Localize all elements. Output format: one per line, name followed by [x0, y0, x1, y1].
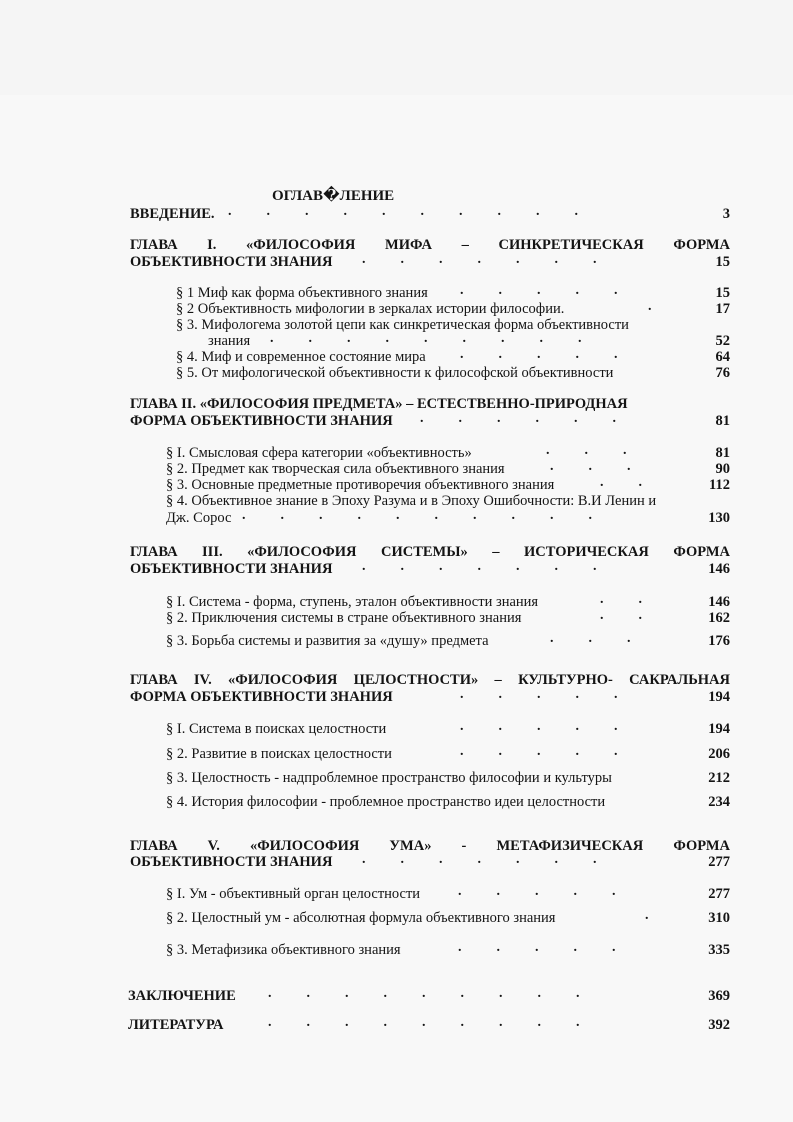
page-number: 194 [708, 689, 730, 705]
page-number: 81 [715, 413, 730, 429]
chapter-3-heading-cont[interactable]: ОБЪЕКТИВНОСТИ ЗНАНИЯ [130, 561, 333, 577]
section-1-3[interactable]: § 3. Мифологема золотой цепи как синкретическая форма объективности [176, 317, 629, 333]
section-1-3-cont[interactable]: знания [208, 333, 251, 349]
section-5-1[interactable]: § I. Ум - объективный орган целостности [166, 886, 421, 902]
dot-leader: . . . . . [460, 347, 618, 362]
dot-leader: . . . . . . . [362, 559, 597, 574]
section-2-3[interactable]: § 3. Основные предметные противоречия объективного знания [166, 477, 555, 493]
dot-leader: . . . . . [458, 940, 616, 955]
page-number: 81 [715, 445, 730, 461]
page-number: 15 [715, 285, 730, 301]
page-number: 112 [709, 477, 730, 493]
dot-leader: . . . . . [458, 884, 616, 899]
dot-leader: . . . . . . . . . [270, 331, 582, 346]
page-number: 162 [708, 610, 730, 626]
toc-title: ОГЛАВ�ЛЕНИЕ [272, 188, 395, 204]
section-1-2[interactable]: § 2 Объективность мифологии в зеркалах истории философии. [176, 301, 565, 317]
section-1-4[interactable]: § 4. Миф и современное состояние мира [176, 349, 426, 365]
section-2-2[interactable]: § 2. Предмет как творческая сила объективного знания [166, 461, 505, 477]
chapter-1-heading-cont[interactable]: ОБЪЕКТИВНОСТИ ЗНАНИЯ [130, 254, 333, 270]
section-2-4[interactable]: § 4. Объективное знание в Эпоху Разума и в Эпоху Ошибочности: В.И Ленин и [166, 493, 657, 509]
chapter-5-heading-cont[interactable]: ОБЪЕКТИВНОСТИ ЗНАНИЯ [130, 854, 333, 870]
page-number: 212 [708, 770, 730, 786]
dot-leader: . . [600, 608, 642, 623]
toc-entry-conclusion[interactable]: ЗАКЛЮЧЕНИЕ [128, 988, 236, 1004]
page-number: 3 [722, 206, 730, 222]
section-5-2[interactable]: § 2. Целостный ум - абсолютная формула объективного знания [166, 910, 556, 926]
section-4-4[interactable]: § 4. История философии - проблемное пространство идеи целостности [166, 794, 606, 810]
section-3-2[interactable]: § 2. Приключения системы в стране объективного знания [166, 610, 522, 626]
dot-leader: . [645, 908, 649, 923]
dot-leader: . . . [546, 443, 627, 458]
dot-leader: . . . . . . . [362, 252, 597, 267]
page-number: 335 [708, 942, 730, 958]
page-number: 146 [708, 594, 730, 610]
scan-margin [0, 0, 793, 95]
page-number: 206 [708, 746, 730, 762]
page-number: 277 [708, 886, 730, 902]
chapter-5-heading[interactable]: ГЛАВА V. «ФИЛОСОФИЯ УМА» - МЕТАФИЗИЧЕСКАЯ ФОРМА [130, 838, 730, 854]
page-number: 392 [708, 1017, 730, 1033]
section-1-1[interactable]: § 1 Миф как форма объективного знания [176, 285, 428, 301]
dot-leader: . . . . . . . . . [268, 986, 580, 1001]
dot-leader: . . . . . . [420, 411, 616, 426]
page-number: 52 [715, 333, 730, 349]
page-number: 277 [708, 854, 730, 870]
section-3-1[interactable]: § I. Система - форма, ступень, эталон объективности знания [166, 594, 539, 610]
dot-leader: . . . . . . . . . . [228, 204, 578, 219]
section-4-1[interactable]: § I. Система в поисках целостности [166, 721, 387, 737]
page-number: 15 [715, 254, 730, 270]
chapter-4-heading[interactable]: ГЛАВА IV. «ФИЛОСОФИЯ ЦЕЛОСТНОСТИ» – КУЛЬТУРНО- САКРАЛЬНАЯ [130, 672, 730, 688]
dot-leader: . . . . . . . . . . [242, 508, 592, 523]
dot-leader: . . . . . . . [362, 852, 597, 867]
page-number: 194 [708, 721, 730, 737]
dot-leader: . . . . . [460, 687, 618, 702]
dot-leader: . . . [550, 459, 631, 474]
page-number: 310 [708, 910, 730, 926]
page-number: 76 [715, 365, 730, 381]
chapter-1-heading[interactable]: ГЛАВА I. «ФИЛОСОФИЯ МИФА – СИНКРЕТИЧЕСКАЯ ФОРМА [130, 237, 730, 253]
chapter-2-heading-cont[interactable]: ФОРМА ОБЪЕКТИВНОСТИ ЗНАНИЯ [130, 413, 393, 429]
dot-leader: . . . . . . . . . [268, 1015, 580, 1030]
section-4-2[interactable]: § 2. Развитие в поисках целостности [166, 746, 392, 762]
section-2-4-cont[interactable]: Дж. Сорос [166, 510, 232, 526]
dot-leader: . . . . . [460, 719, 618, 734]
dot-leader: . . . . . [460, 283, 618, 298]
dot-leader: . . [600, 475, 642, 490]
page-number: 176 [708, 633, 730, 649]
dot-leader: . . [600, 592, 642, 607]
page-number: 369 [708, 988, 730, 1004]
chapter-2-heading[interactable]: ГЛАВА II. «ФИЛОСОФИЯ ПРЕДМЕТА» – ЕСТЕСТВЕННО-ПРИРОДНАЯ [130, 396, 628, 412]
section-5-3[interactable]: § 3. Метафизика объективного знания [166, 942, 401, 958]
section-2-1[interactable]: § I. Смысловая сфера категории «объективность» [166, 445, 472, 461]
section-1-5[interactable]: § 5. От мифологической объективности к философской объективности [176, 365, 614, 381]
page-number: 90 [715, 461, 730, 477]
dot-leader: . . . . . [460, 744, 618, 759]
section-4-3[interactable]: § 3. Целостность - надпроблемное пространство философии и культуры [166, 770, 612, 786]
toc-entry-intro[interactable]: ВВЕДЕНИЕ. [130, 206, 215, 222]
chapter-3-heading[interactable]: ГЛАВА III. «ФИЛОСОФИЯ СИСТЕМЫ» – ИСТОРИЧЕСКАЯ ФОРМА [130, 544, 730, 560]
section-3-3[interactable]: § 3. Борьба системы и развития за «душу» предмета [166, 633, 489, 649]
page-number: 17 [715, 301, 730, 317]
page-number: 64 [715, 349, 730, 365]
toc-entry-literature[interactable]: ЛИТЕРАТУРА [128, 1017, 224, 1033]
dot-leader: . . . [550, 631, 631, 646]
dot-leader: . [648, 299, 652, 314]
page-number: 130 [708, 510, 730, 526]
chapter-4-heading-cont[interactable]: ФОРМА ОБЪЕКТИВНОСТИ ЗНАНИЯ [130, 689, 393, 705]
page-number: 234 [708, 794, 730, 810]
page-number: 146 [708, 561, 730, 577]
